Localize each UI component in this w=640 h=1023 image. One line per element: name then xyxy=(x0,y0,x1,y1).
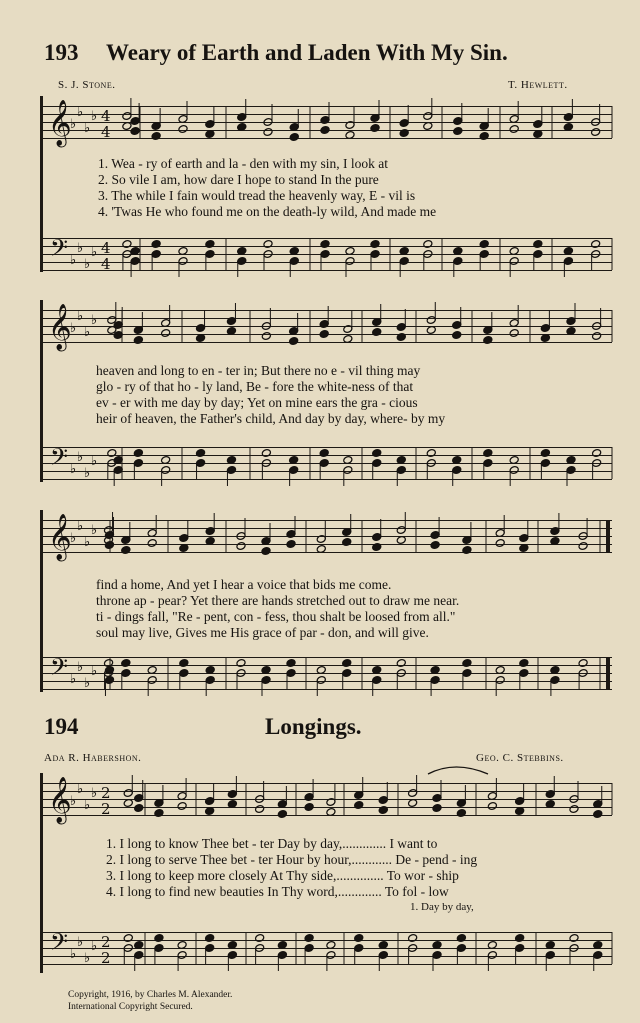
notehead xyxy=(277,941,287,950)
notehead xyxy=(372,666,382,675)
notehead xyxy=(578,542,588,551)
notehead xyxy=(408,799,418,808)
notehead xyxy=(196,334,206,343)
flat-icon: ♭ xyxy=(70,321,77,336)
notehead xyxy=(432,941,442,950)
flat-icon: ♭ xyxy=(84,535,91,550)
notehead xyxy=(456,934,466,943)
notehead xyxy=(123,934,133,943)
notehead xyxy=(263,240,273,249)
verse-line: 1. Wea - ry of earth and la - den with my sin, I look at xyxy=(98,156,388,171)
notehead xyxy=(236,542,246,551)
notehead xyxy=(134,941,144,950)
notehead xyxy=(591,128,601,137)
notehead xyxy=(345,247,355,256)
notehead xyxy=(396,456,406,465)
flat-icon: ♭ xyxy=(77,450,84,465)
notehead xyxy=(423,240,433,249)
notehead xyxy=(161,456,171,465)
notehead xyxy=(319,449,329,458)
time-signature: 4 xyxy=(101,255,111,273)
notehead xyxy=(304,934,314,943)
flat-icon: ♭ xyxy=(70,462,77,477)
notehead xyxy=(453,127,463,136)
verse-line: heaven and long to en - ter in; But there no e - vil thing may xyxy=(96,363,421,378)
flat-icon: ♭ xyxy=(77,519,84,534)
notehead xyxy=(289,247,299,256)
notehead xyxy=(205,240,215,249)
flat-icon: ♭ xyxy=(77,660,84,675)
verse-line: 3. I long to keep more closely At Thy side,.............. To wor - ship xyxy=(106,868,459,883)
notehead xyxy=(545,800,555,809)
notehead xyxy=(316,666,326,675)
notehead xyxy=(122,240,132,249)
notehead xyxy=(227,941,237,950)
flat-icon: ♭ xyxy=(70,672,77,687)
notehead xyxy=(509,329,519,338)
flat-icon: ♭ xyxy=(84,325,91,340)
flat-icon: ♭ xyxy=(84,257,91,272)
notehead xyxy=(399,129,409,138)
notehead xyxy=(545,941,555,950)
treble-clef-icon: 𝄞 xyxy=(48,777,72,823)
notehead xyxy=(592,449,602,458)
notehead xyxy=(147,666,157,675)
notehead xyxy=(104,659,114,668)
notehead xyxy=(320,126,330,135)
notehead xyxy=(479,132,489,141)
verse-line: throne ap - pear? Yet there are hands stretched out to draw me near. xyxy=(96,593,460,608)
notehead xyxy=(326,808,336,817)
verse-line: ti - dings fall, "Re - pent, con - fess, thou shalt be loosed from all." xyxy=(96,609,456,624)
notehead xyxy=(495,539,505,548)
notehead xyxy=(342,659,352,668)
hymn-title: Longings. xyxy=(265,714,362,739)
notehead xyxy=(261,449,271,458)
copyright-line: International Copyright Secured. xyxy=(68,1002,193,1012)
notehead xyxy=(426,326,436,335)
flat-icon: ♭ xyxy=(91,245,98,260)
flat-icon: ♭ xyxy=(84,798,91,813)
notehead xyxy=(396,536,406,545)
hymn-title: Weary of Earth and Laden With My Sin. xyxy=(106,40,508,65)
notehead xyxy=(515,934,525,943)
notehead xyxy=(456,809,466,818)
flat-icon: ♭ xyxy=(77,105,84,120)
verse-line: 3. The while I fain would tread the heavenly way, E - vil is xyxy=(98,188,416,203)
notehead xyxy=(452,331,462,340)
notehead xyxy=(286,659,296,668)
notehead xyxy=(566,456,576,465)
notehead xyxy=(569,934,579,943)
notehead xyxy=(255,805,265,814)
notehead xyxy=(396,659,406,668)
flat-icon: ♭ xyxy=(77,309,84,324)
flat-icon: ♭ xyxy=(84,951,91,966)
flat-icon: ♭ xyxy=(84,121,91,136)
hymn-author: Ada R. Habershon. xyxy=(44,752,142,764)
time-signature: 2 xyxy=(101,949,111,967)
notehead xyxy=(205,130,215,139)
notehead xyxy=(540,334,550,343)
notehead xyxy=(550,537,560,546)
notehead xyxy=(277,810,287,819)
notehead xyxy=(130,127,140,136)
final-barline xyxy=(606,657,610,689)
notehead xyxy=(226,456,236,465)
bass-clef-icon: 𝄢 xyxy=(50,443,69,476)
notehead xyxy=(354,801,364,810)
notehead xyxy=(569,805,579,814)
notehead xyxy=(261,666,271,675)
notehead xyxy=(430,666,440,675)
flat-icon: ♭ xyxy=(77,782,84,797)
notehead xyxy=(263,128,273,137)
notehead xyxy=(370,124,380,133)
copyright-line: Copyright, 1916, by Charles M. Alexander. xyxy=(68,990,233,1000)
flat-icon: ♭ xyxy=(91,786,98,801)
notehead xyxy=(104,541,114,550)
time-signature: 4 xyxy=(101,123,111,141)
hymn-composer: T. Hewlett. xyxy=(508,79,568,91)
flat-icon: ♭ xyxy=(91,664,98,679)
flat-icon: ♭ xyxy=(70,947,77,962)
notehead xyxy=(319,330,329,339)
notehead xyxy=(320,240,330,249)
notehead xyxy=(593,810,603,819)
notehead xyxy=(591,240,601,249)
notehead xyxy=(226,327,236,336)
flat-icon: ♭ xyxy=(70,794,77,809)
notehead xyxy=(453,247,463,256)
bass-clef-icon: 𝄢 xyxy=(50,653,69,686)
time-signature: 4 xyxy=(101,107,111,125)
notehead xyxy=(509,247,519,256)
notehead xyxy=(147,539,157,548)
notehead xyxy=(479,240,489,249)
verse-line: ev - er with me day by day; Yet on mine ears the gra - cious xyxy=(96,395,418,410)
flat-icon: ♭ xyxy=(91,523,98,538)
notehead xyxy=(121,546,131,555)
flat-icon: ♭ xyxy=(91,454,98,469)
notehead xyxy=(370,240,380,249)
hymn-composer: Geo. C. Stebbins. xyxy=(476,752,564,764)
notehead xyxy=(151,132,161,141)
notehead xyxy=(519,659,529,668)
flat-icon: ♭ xyxy=(70,531,77,546)
flat-icon: ♭ xyxy=(91,939,98,954)
flat-icon: ♭ xyxy=(84,676,91,691)
notehead xyxy=(372,328,382,337)
tie-arc xyxy=(428,767,488,774)
notehead xyxy=(179,659,189,668)
notehead xyxy=(179,544,189,553)
notehead xyxy=(178,247,188,256)
notehead xyxy=(396,333,406,342)
notehead xyxy=(122,122,132,131)
notehead xyxy=(121,659,131,668)
notehead xyxy=(205,934,215,943)
notehead xyxy=(462,659,472,668)
notehead xyxy=(289,337,299,346)
verse-line: 2. I long to serve Thee bet - ter Hour by hour,............ De - pend - ing xyxy=(106,852,478,867)
treble-clef-icon: 𝄞 xyxy=(48,100,72,146)
notehead xyxy=(495,666,505,675)
notehead xyxy=(540,449,550,458)
notehead xyxy=(399,247,409,256)
notehead xyxy=(408,934,418,943)
notehead xyxy=(261,547,271,556)
notehead xyxy=(509,456,519,465)
notehead xyxy=(236,659,246,668)
notehead xyxy=(343,456,353,465)
notehead xyxy=(432,804,442,813)
verse-line: 1. I long to know Thee bet - ter Day by day,............. I want to xyxy=(106,836,438,851)
notehead xyxy=(592,332,602,341)
notehead xyxy=(533,240,543,249)
notehead xyxy=(196,449,206,458)
notehead xyxy=(372,449,382,458)
notehead xyxy=(123,799,133,808)
notehead xyxy=(372,543,382,552)
notehead xyxy=(566,327,576,336)
flat-icon: ♭ xyxy=(84,466,91,481)
notehead xyxy=(205,807,215,816)
notehead xyxy=(378,941,388,950)
notehead xyxy=(550,666,560,675)
notehead xyxy=(227,800,237,809)
verse-line: soul may live, Gives me His grace of par - don, and will give. xyxy=(96,625,429,640)
notehead xyxy=(462,546,472,555)
notehead xyxy=(593,941,603,950)
notehead xyxy=(378,806,388,815)
notehead xyxy=(237,123,247,132)
notehead xyxy=(563,123,573,132)
notehead xyxy=(452,456,462,465)
verse-line: 2. So vile I am, how dare I hope to stand In the pure xyxy=(98,172,379,187)
notehead xyxy=(519,544,529,553)
time-signature: 4 xyxy=(101,239,111,257)
flat-icon: ♭ xyxy=(91,313,98,328)
verse-line: find a home, And yet I hear a voice that bids me come. xyxy=(96,577,392,592)
flat-icon: ♭ xyxy=(77,241,84,256)
notehead xyxy=(177,802,187,811)
notehead xyxy=(515,807,525,816)
notehead xyxy=(487,941,497,950)
notehead xyxy=(261,332,271,341)
notehead xyxy=(134,804,144,813)
notehead xyxy=(255,934,265,943)
final-barline xyxy=(606,520,610,552)
notehead xyxy=(178,125,188,134)
notehead xyxy=(354,934,364,943)
notehead xyxy=(342,538,352,547)
notehead xyxy=(430,541,440,550)
notehead xyxy=(154,809,164,818)
hymn-author: S. J. Stone. xyxy=(58,79,116,91)
notehead xyxy=(423,122,433,131)
notehead xyxy=(237,247,247,256)
notehead xyxy=(483,336,493,345)
notehead xyxy=(205,666,215,675)
notehead xyxy=(151,240,161,249)
verse-line: 4. I long to find new beauties In Thy word,............. To fol - low xyxy=(106,884,449,899)
time-signature: 2 xyxy=(101,800,111,818)
notehead xyxy=(289,456,299,465)
notehead xyxy=(286,540,296,549)
flat-icon: ♭ xyxy=(91,109,98,124)
notehead xyxy=(289,133,299,142)
hymn-number: 194 xyxy=(44,714,79,739)
verse-line: glo - ry of that ho - ly land, Be - fore the white-ness of that xyxy=(96,379,414,394)
verse-line: heir of heaven, the Father's child, And day by day, where- by my xyxy=(96,411,446,426)
notehead xyxy=(343,335,353,344)
notehead xyxy=(133,449,143,458)
notehead xyxy=(533,130,543,139)
notehead xyxy=(326,941,336,950)
bass-clef-icon: 𝄢 xyxy=(50,928,69,961)
notehead xyxy=(107,449,117,458)
refrain-note: 1. Day by day, xyxy=(410,901,474,913)
notehead xyxy=(161,329,171,338)
notehead xyxy=(304,803,314,812)
time-signature: 2 xyxy=(101,784,111,802)
notehead xyxy=(578,659,588,668)
notehead xyxy=(154,934,164,943)
treble-clef-icon: 𝄞 xyxy=(48,304,72,350)
bass-clef-icon: 𝄢 xyxy=(50,234,69,267)
notehead xyxy=(177,941,187,950)
time-signature: 2 xyxy=(101,933,111,951)
notehead xyxy=(345,131,355,140)
notehead xyxy=(316,545,326,554)
notehead xyxy=(133,336,143,345)
notehead xyxy=(563,247,573,256)
hymn-number: 193 xyxy=(44,40,79,65)
treble-clef-icon: 𝄞 xyxy=(48,514,72,560)
flat-icon: ♭ xyxy=(77,935,84,950)
verse-line: 4. 'Twas He who found me on the death-ly wild, And made me xyxy=(98,204,437,219)
notehead xyxy=(483,449,493,458)
flat-icon: ♭ xyxy=(70,117,77,132)
notehead xyxy=(509,125,519,134)
flat-icon: ♭ xyxy=(70,253,77,268)
notehead xyxy=(487,802,497,811)
notehead xyxy=(426,449,436,458)
notehead xyxy=(205,537,215,546)
